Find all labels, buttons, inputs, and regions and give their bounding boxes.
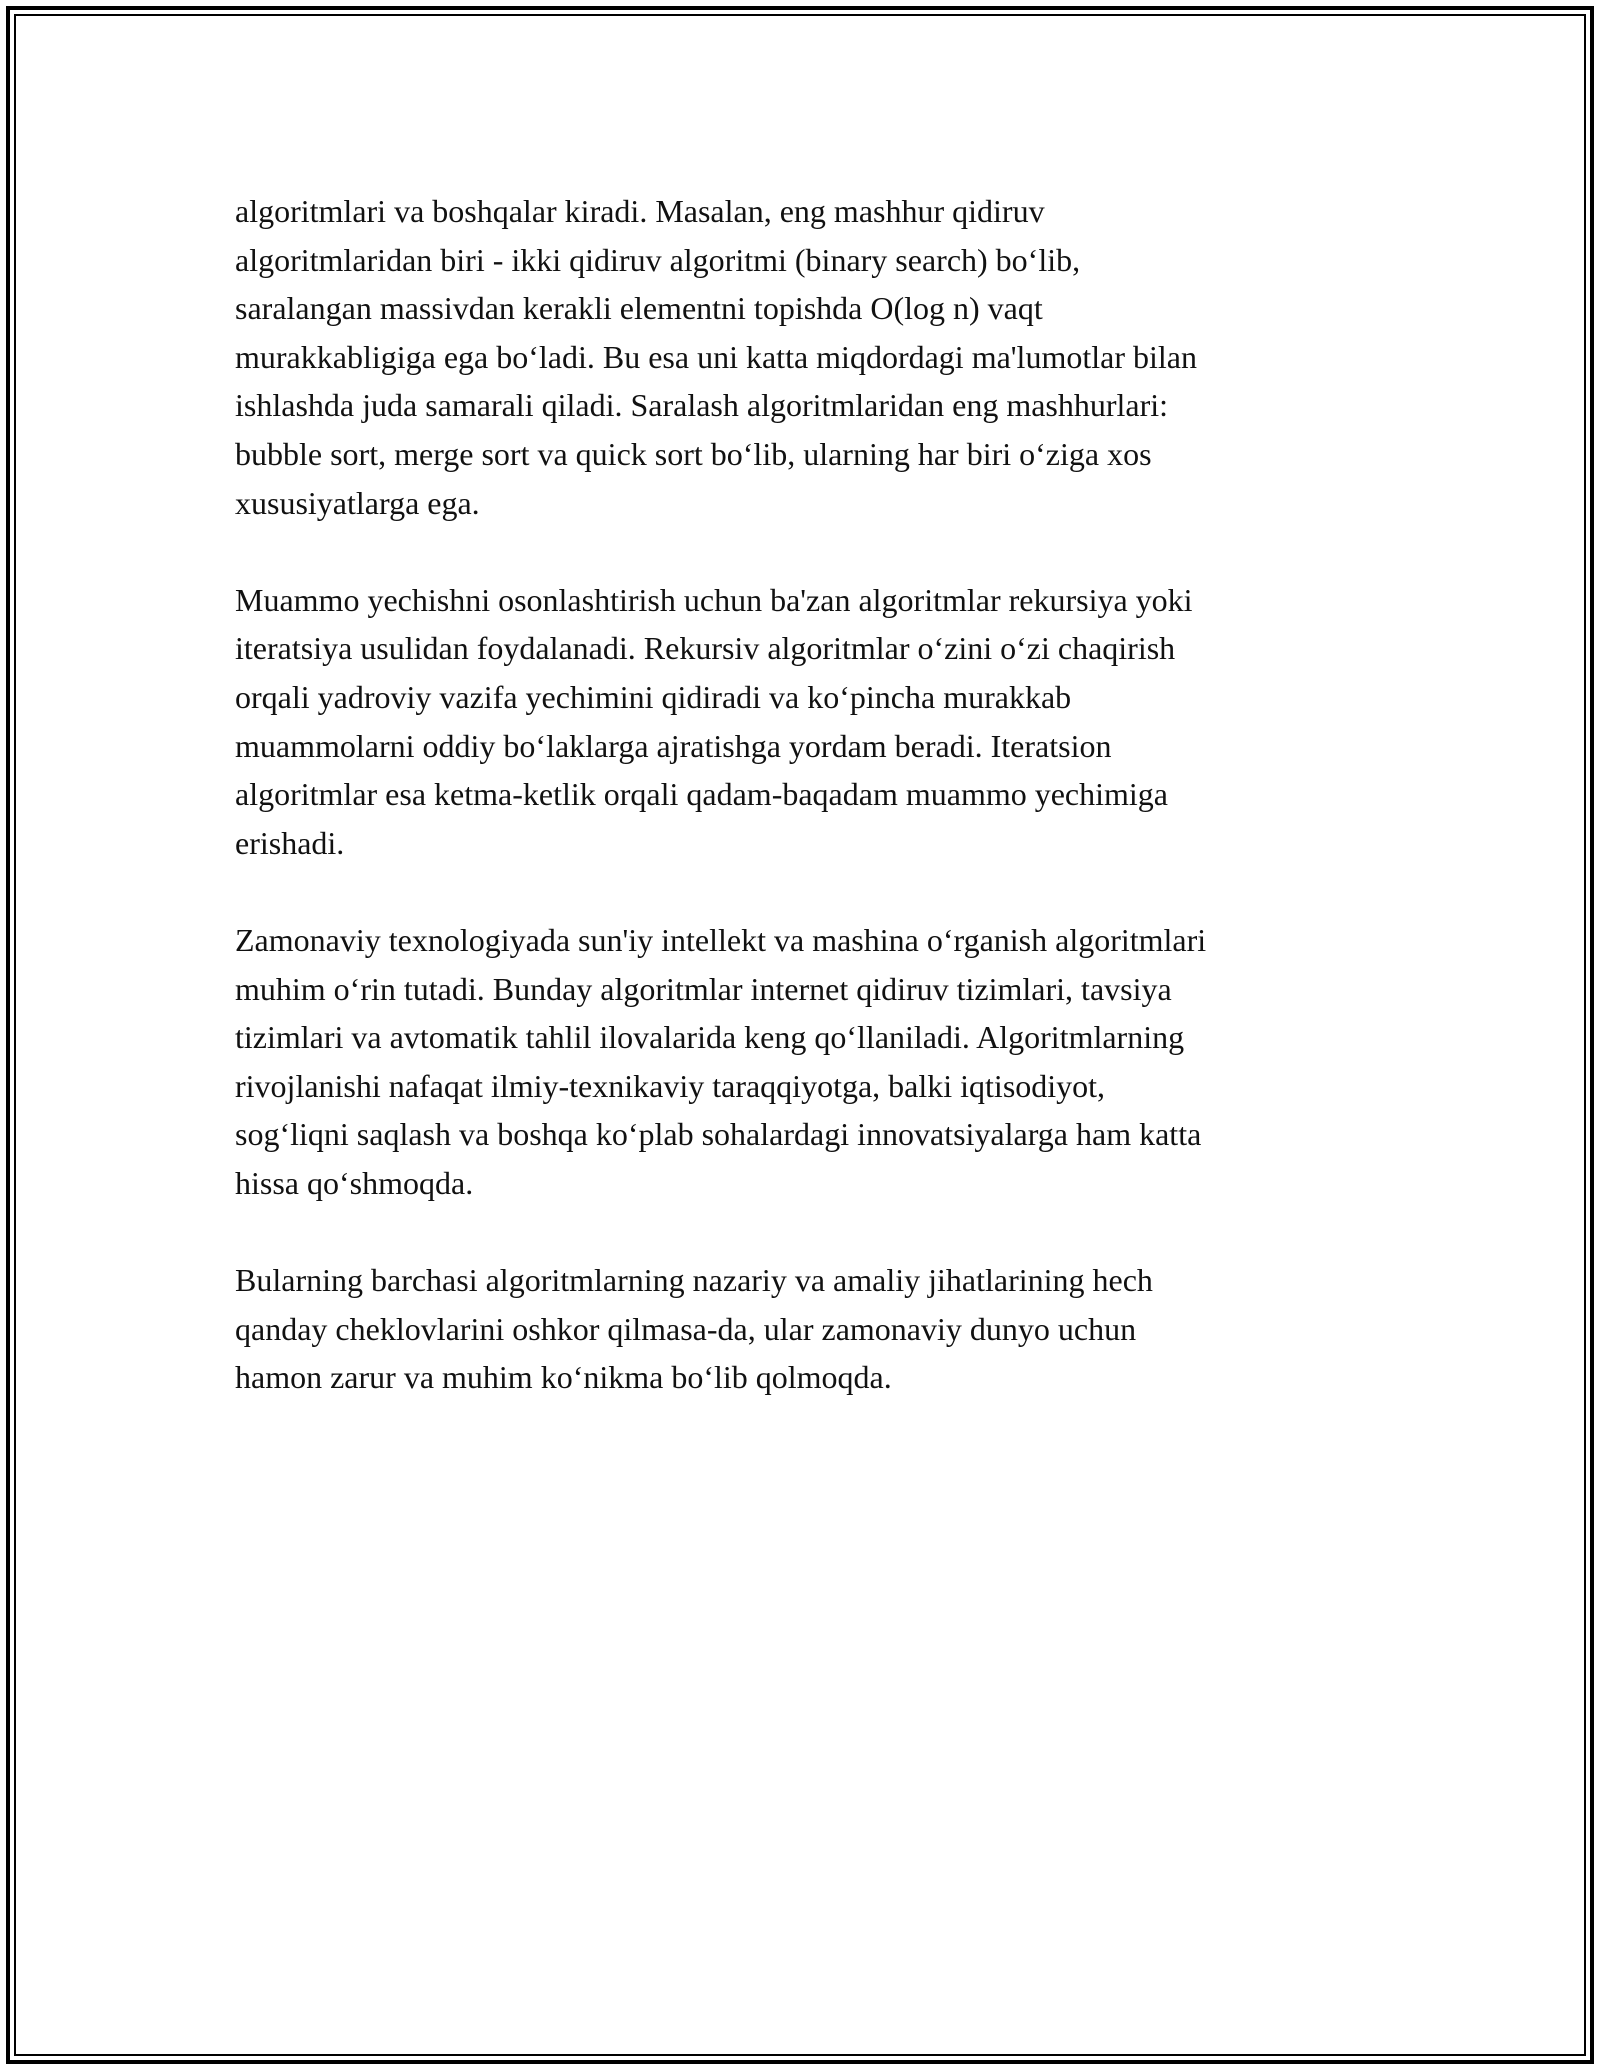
paragraph-line: Zamonaviy texnologiyada sun'iy intellekt va mashina o‘rganish algoritmlari <box>235 921 1207 958</box>
paragraph-line: qanday cheklovlarini oshkor qilmasa-da, ular zamonaviy dunyo uchun <box>235 1310 1137 1347</box>
paragraph-line: ishlashda juda samarali qiladi. Saralash algoritmlaridan eng mashhurlari: <box>235 387 1169 424</box>
paragraph-line: rivojlanishi nafaqat ilmiy-texnikaviy taraqqiyotga, balki iqtisodiyot, <box>235 1067 1106 1104</box>
paragraph-line: erishadi. <box>235 824 345 861</box>
paragraph-line: murakkabligiga ega bo‘ladi. Bu esa uni katta miqdordagi ma'lumotlar bilan <box>235 338 1197 375</box>
paragraph-line: xususiyatlarga ega. <box>235 484 480 521</box>
paragraph-line: tizimlari va avtomatik tahlil ilovalarida keng qo‘llaniladi. Algoritmlarning <box>235 1019 1185 1056</box>
paragraph-2 <box>235 576 1365 868</box>
paragraph-line: muhim o‘rin tutadi. Bunday algoritmlar internet qidiruv tizimlari, tavsiya <box>235 970 1172 1007</box>
paragraph-line: iteratsiya usulidan foydalanadi. Rekursiv algoritmlar o‘zini o‘zi chaqirish <box>235 630 1176 667</box>
paragraph-line: Muammo yechishni osonlashtirish uchun ba'zan algoritmlar rekursiya yoki <box>235 581 1193 618</box>
paragraph-3 <box>235 916 1365 1208</box>
paragraph-line: bubble sort, merge sort va quick sort bo‘lib, ularning har biri o‘ziga xos <box>235 435 1152 472</box>
paragraph-line: Bularning barchasi algoritmlarning nazariy va amaliy jihatlarining hech <box>235 1262 1153 1299</box>
paragraph-line: algoritmlar esa ketma-ketlik orqali qadam-baqadam muammo yechimiga <box>235 776 1168 813</box>
document-body <box>235 187 1365 1450</box>
paragraph-line: hissa qo‘shmoqda. <box>235 1164 474 1201</box>
paragraph-line: sog‘liqni saqlash va boshqa ko‘plab sohalardagi innovatsiyalarga ham katta <box>235 1116 1202 1153</box>
paragraph-line: algoritmlari va boshqalar kiradi. Masalan, eng mashhur qidiruv <box>235 193 1045 229</box>
paragraph-4 <box>235 1256 1365 1402</box>
paragraph-line: hamon zarur va muhim ko‘nikma bo‘lib qolmoqda. <box>235 1359 892 1396</box>
paragraph-line: orqali yadroviy vazifa yechimini qidiradi va ko‘pincha murakkab <box>235 678 1072 715</box>
paragraph-line: muammolarni oddiy bo‘laklarga ajratishga yordam beradi. Iteratsion <box>235 727 1112 764</box>
paragraph-line: saralangan massivdan kerakli elementni topishda O(log n) vaqt <box>235 290 1043 327</box>
paragraph-1 <box>235 187 1365 527</box>
paragraph-line: algoritmlaridan biri - ikki qidiruv algoritmi (binary search) bo‘lib, <box>235 241 1081 278</box>
